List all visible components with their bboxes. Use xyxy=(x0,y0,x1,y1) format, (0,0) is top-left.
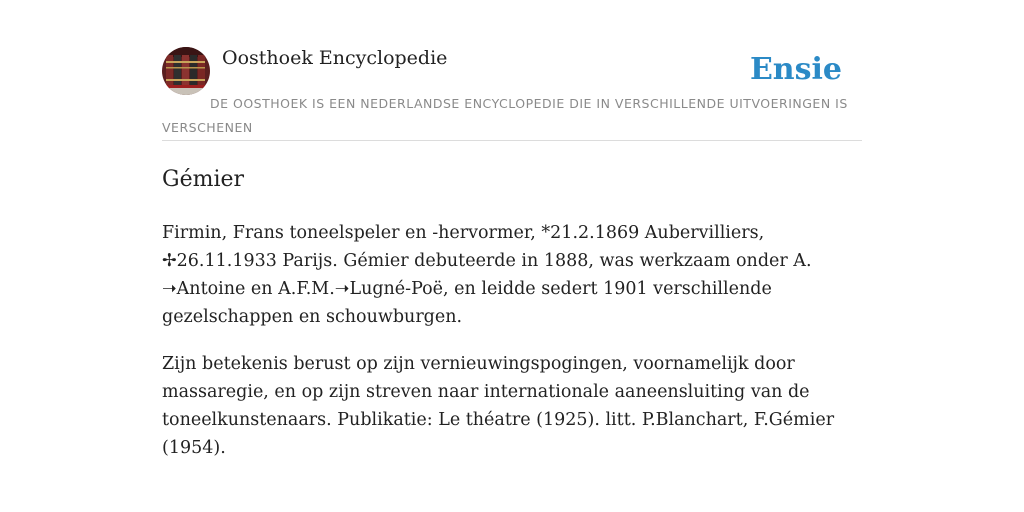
source-subtitle: DE OOSTHOEK IS EEN NEDERLANDSE ENCYCLOPEDIE DIE IN VERSCHILLENDE UITVOERINGEN IS VERSCHENEN xyxy=(162,96,848,135)
article-paragraph: Zijn betekenis berust op zijn vernieuwingspogingen, voornamelijk door massaregie, en op zijn streven naar internationale aaneensluiting van de toneelkunstenaars. Publikatie: Le théatre (1925). litt. P.Blanchart, F.Gémier (1954). xyxy=(162,354,835,458)
source-title[interactable]: Oosthoek Encyclopedie xyxy=(222,47,448,69)
source-header xyxy=(162,44,862,141)
brand-logo[interactable]: Ensie xyxy=(749,52,842,87)
source-avatar[interactable] xyxy=(162,47,210,95)
book-spines-icon xyxy=(162,47,210,95)
article-card xyxy=(162,44,862,462)
article-title: Gémier xyxy=(162,167,245,192)
article-paragraph: Firmin, Frans toneelspeler en -hervormer, *21.2.1869 Aubervilliers, ✢26.11.1933 Parijs. Gémier debuteerde in 1888, was werkzaam onder A. ➝Antoine en A.F.M.➝Lugné-Poë, en leidde sedert 1901 verschillende gezelschappen en schouwburgen. xyxy=(162,223,812,327)
